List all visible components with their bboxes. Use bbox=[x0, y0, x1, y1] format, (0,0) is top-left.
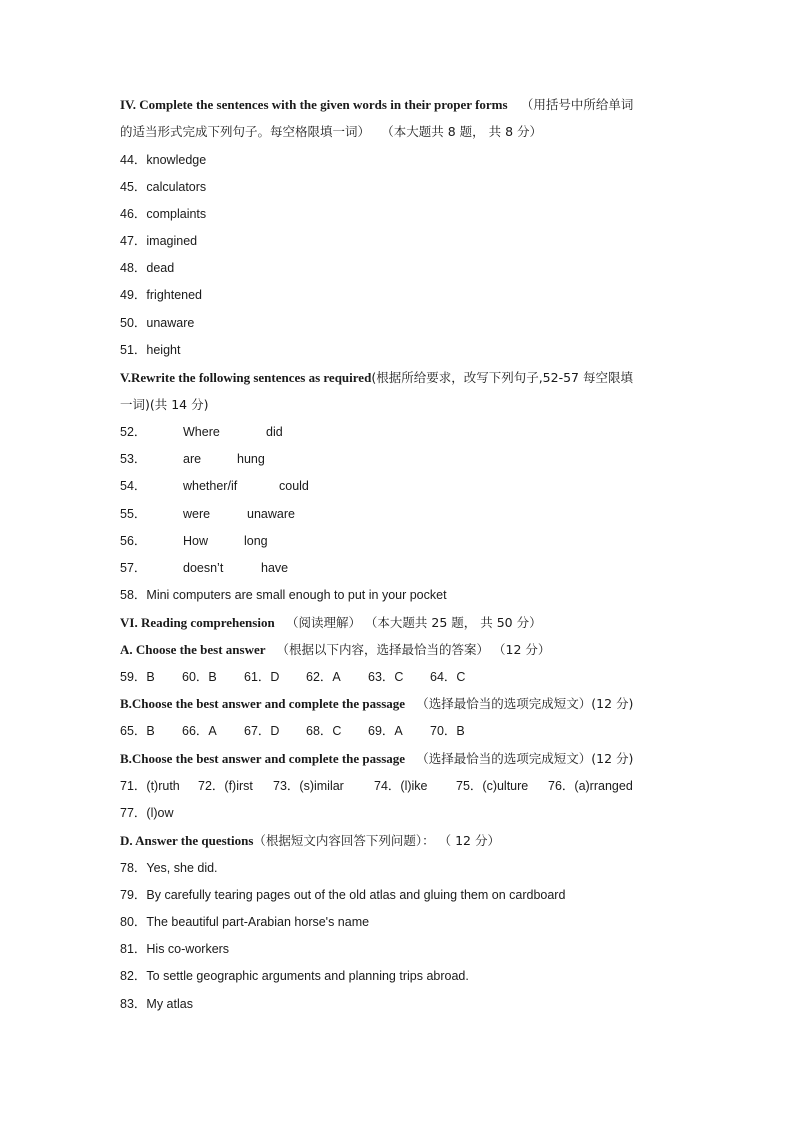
part-b1-title-cn: （选择最恰当的选项完成短文）(12 分) bbox=[416, 696, 634, 711]
section-5-title-en: V.Rewrite the following sentences as required bbox=[120, 370, 372, 385]
section-4-heading bbox=[120, 97, 633, 113]
answer-text: 59．B bbox=[120, 670, 155, 684]
answer-text: Where bbox=[183, 425, 220, 439]
part-b1-answers bbox=[120, 723, 465, 739]
answer-text: 61．D bbox=[244, 670, 280, 684]
answer-text: How bbox=[183, 534, 209, 548]
answer-47 bbox=[120, 233, 197, 249]
answer-text: 82． bbox=[120, 969, 147, 983]
answer-text: were bbox=[183, 507, 211, 521]
answer-text: 56． bbox=[120, 534, 147, 548]
answer-text: 54． bbox=[120, 479, 147, 493]
section-6-title-cn: （阅读理解） （本大题共 25 题， 共 50 分） bbox=[285, 615, 542, 630]
answer-81 bbox=[120, 941, 229, 957]
answer-text: By carefully tearing pages out of the old atlas and gluing them on cardboard bbox=[146, 888, 566, 902]
answer-text: 63．C bbox=[368, 670, 404, 684]
section-5-score: 一词)(共 14 分) bbox=[120, 397, 209, 412]
part-d-title-en: D. Answer the questions bbox=[120, 833, 254, 848]
part-a-heading bbox=[120, 642, 550, 658]
answer-78 bbox=[120, 860, 218, 876]
answer-text: The beautiful part-Arabian horse's name bbox=[146, 915, 370, 929]
part-b2-answers bbox=[120, 778, 633, 794]
answer-48 bbox=[120, 260, 174, 276]
answer-49 bbox=[120, 287, 202, 303]
answer-text: 66．A bbox=[182, 724, 217, 738]
answer-text: complaints bbox=[146, 207, 207, 221]
part-b2-title-en: B.Choose the best answer and complete the passage bbox=[120, 751, 406, 766]
answer-46 bbox=[120, 206, 206, 222]
answer-text: 65．B bbox=[120, 724, 155, 738]
answer-text: 73．(s)imilar bbox=[273, 779, 344, 793]
section-6-heading bbox=[120, 615, 542, 631]
section-5-title-cn: (根据所给要求，改写下列句子,52-57 每空限填 bbox=[371, 370, 633, 385]
part-a-answers bbox=[120, 669, 465, 685]
answer-text: knowledge bbox=[146, 153, 207, 167]
section-5-heading bbox=[120, 370, 633, 386]
answer-text: 70．B bbox=[430, 724, 465, 738]
answer-text: whether/if bbox=[183, 479, 238, 493]
answer-text: 71．(t)ruth bbox=[120, 779, 180, 793]
answer-52 bbox=[120, 424, 283, 440]
answer-text: 67．D bbox=[244, 724, 280, 738]
answer-text: dead bbox=[146, 261, 175, 275]
answer-text: have bbox=[261, 561, 289, 575]
answer-text: long bbox=[244, 534, 268, 548]
part-b1-heading bbox=[120, 696, 633, 712]
answer-text: 75．(c)ulture bbox=[456, 779, 529, 793]
answer-79 bbox=[120, 887, 565, 903]
answer-text: His co-workers bbox=[146, 942, 230, 956]
answer-text: 69．A bbox=[368, 724, 403, 738]
answer-text: unaware bbox=[247, 507, 295, 521]
answer-77 bbox=[120, 805, 174, 821]
answer-text: 79． bbox=[120, 888, 147, 902]
answer-text: To settle geographic arguments and planning trips abroad. bbox=[146, 969, 469, 983]
answer-text: 45． bbox=[120, 180, 147, 194]
answer-text: 60．B bbox=[182, 670, 217, 684]
answer-text: 72．(f)irst bbox=[198, 779, 253, 793]
answer-text: 46． bbox=[120, 207, 147, 221]
answer-text: 81． bbox=[120, 942, 147, 956]
answer-text: 49． bbox=[120, 288, 147, 302]
part-b2-heading bbox=[120, 751, 633, 767]
answer-text: are bbox=[183, 452, 202, 466]
part-a-title-cn: （根据以下内容，选择最恰当的答案） （12 分） bbox=[276, 642, 551, 657]
answer-44 bbox=[120, 152, 206, 168]
answer-45 bbox=[120, 179, 206, 195]
answer-82 bbox=[120, 968, 469, 984]
answer-text: frightened bbox=[146, 288, 203, 302]
answer-80 bbox=[120, 914, 369, 930]
answer-text: imagined bbox=[146, 234, 198, 248]
answer-text: My atlas bbox=[146, 997, 193, 1011]
answer-text: 50． bbox=[120, 316, 147, 330]
answer-text: Mini computers are small enough to put in your pocket bbox=[146, 588, 447, 602]
answer-text: 51． bbox=[120, 343, 147, 357]
answer-text: 74．(l)ike bbox=[374, 779, 428, 793]
answer-text: 47． bbox=[120, 234, 147, 248]
answer-54 bbox=[120, 478, 309, 494]
section-6-title-en: VI. Reading comprehension bbox=[120, 615, 275, 630]
answer-text: 80． bbox=[120, 915, 147, 929]
answer-55 bbox=[120, 506, 295, 522]
answer-text: 78． bbox=[120, 861, 147, 875]
answer-text: hung bbox=[237, 452, 265, 466]
answer-text: could bbox=[279, 479, 309, 493]
answer-50 bbox=[120, 315, 194, 331]
answer-text: 83． bbox=[120, 997, 147, 1011]
answer-text: 55． bbox=[120, 507, 147, 521]
answer-51 bbox=[120, 342, 180, 358]
answer-text: 77．(l)ow bbox=[120, 806, 174, 820]
answer-text: Yes, she did. bbox=[146, 861, 218, 875]
answer-text: 76．(a)rranged bbox=[548, 779, 633, 793]
part-b1-title-en: B.Choose the best answer and complete the passage bbox=[120, 696, 406, 711]
answer-text: 68．C bbox=[306, 724, 342, 738]
section-5-heading-cont bbox=[120, 397, 208, 413]
answer-text: 64．C bbox=[430, 670, 466, 684]
part-b2-title-cn: （选择最恰当的选项完成短文）(12 分) bbox=[416, 751, 634, 766]
answer-text: 44． bbox=[120, 153, 147, 167]
answer-56 bbox=[120, 533, 268, 549]
answer-58 bbox=[120, 587, 447, 603]
answer-text: did bbox=[266, 425, 283, 439]
answer-text: doesn’t bbox=[183, 561, 224, 575]
answer-text: 58． bbox=[120, 588, 147, 602]
answer-text: calculators bbox=[146, 180, 207, 194]
answer-text: 48． bbox=[120, 261, 147, 275]
answer-text: unaware bbox=[146, 316, 195, 330]
part-d-heading bbox=[120, 833, 500, 849]
part-d-title-cn: （根据短文内容回答下列问题）： （ 12 分） bbox=[253, 833, 500, 848]
section-4-score: （本大题共 8 题， 共 8 分） bbox=[381, 124, 543, 139]
answer-text: 62．A bbox=[306, 670, 341, 684]
section-4-title-en: IV. Complete the sentences with the given words in their proper forms bbox=[120, 97, 508, 112]
answer-text: height bbox=[146, 343, 181, 357]
section-4-heading-cont bbox=[120, 124, 542, 140]
section-4-title-cn-2: 的适当形式完成下列句子。每空格限填一词） bbox=[120, 124, 371, 139]
answer-text: 57． bbox=[120, 561, 147, 575]
part-a-title-en: A. Choose the best answer bbox=[120, 642, 266, 657]
answer-53 bbox=[120, 451, 265, 467]
answer-83 bbox=[120, 996, 193, 1012]
answer-text: 53． bbox=[120, 452, 147, 466]
answer-text: 52． bbox=[120, 425, 147, 439]
section-4-title-cn: （用括号中所给单词 bbox=[520, 97, 634, 112]
answer-57 bbox=[120, 560, 288, 576]
